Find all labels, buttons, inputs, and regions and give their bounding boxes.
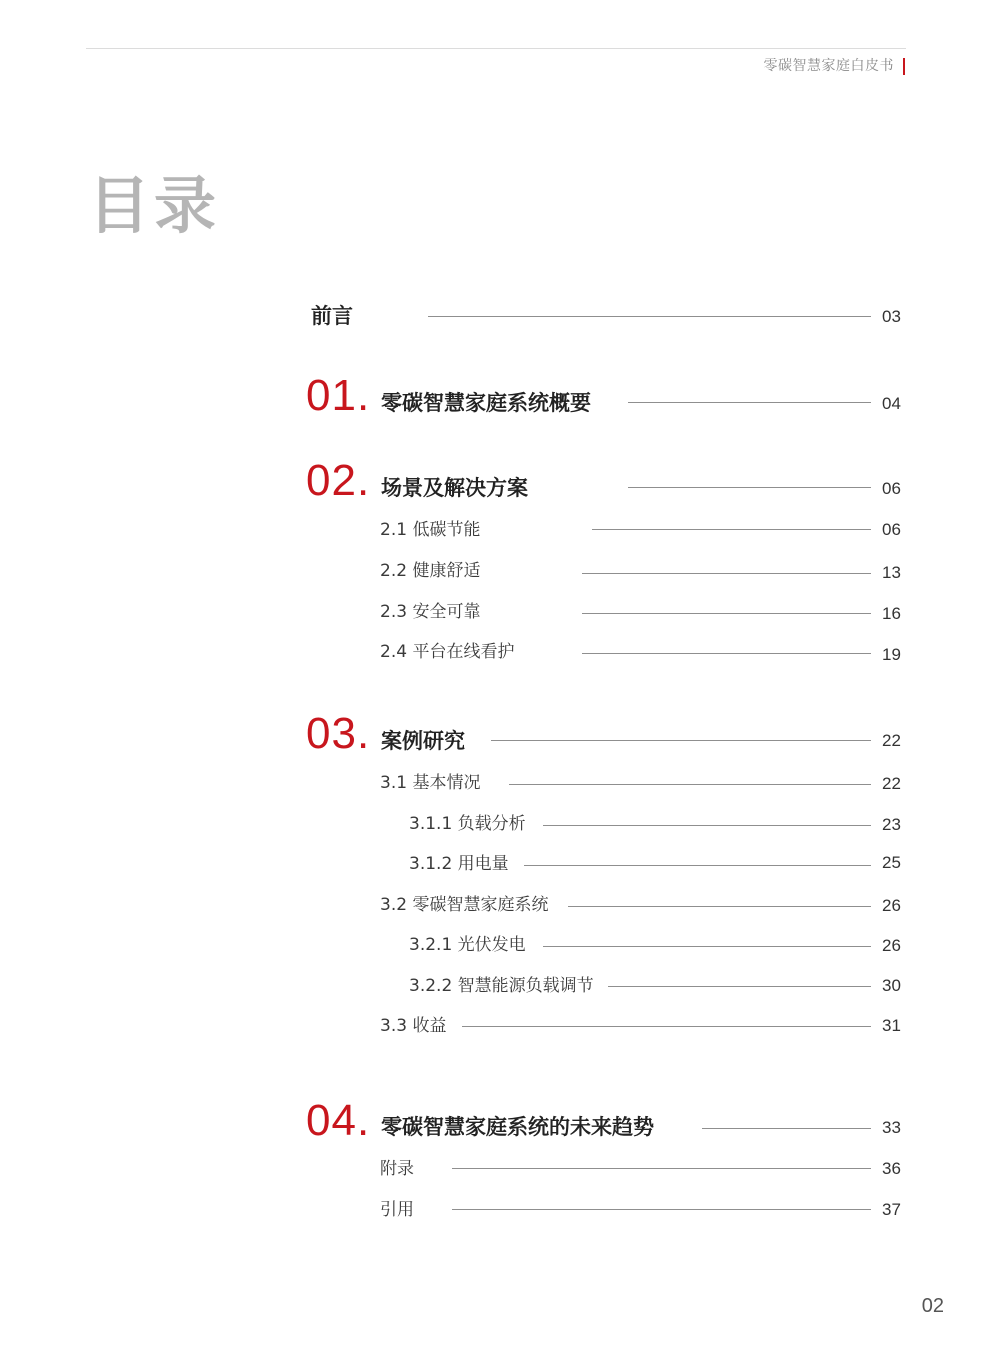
toc-entry-title: 零碳智慧家庭系统概要: [381, 391, 591, 415]
page-number: 02: [921, 1295, 944, 1317]
toc-entry-page: 13: [882, 563, 901, 582]
toc-leader-line: [592, 529, 871, 530]
toc-entry-title: 3.2 零碳智慧家庭系统: [380, 895, 549, 915]
toc-entry-page: 22: [882, 774, 901, 793]
chapter-number: 04.: [306, 1096, 371, 1145]
toc-entry-title: 3.2.2 智慧能源负载调节: [409, 976, 594, 996]
toc-entry-page: 06: [882, 520, 901, 539]
toc-entry-title: 附录: [380, 1159, 414, 1179]
toc-entry-title: 零碳智慧家庭系统的未来趋势: [381, 1115, 654, 1139]
toc-entry-title: 3.1.2 用电量: [409, 854, 509, 874]
toc-entry-page: 31: [882, 1016, 901, 1035]
toc-entry-title: 2.3 安全可靠: [380, 602, 481, 622]
toc-entry-title: 3.1.1 负载分析: [409, 814, 526, 834]
toc-entry-page: 25: [882, 853, 901, 872]
toc-entry-page: 19: [882, 645, 901, 664]
toc-leader-line: [582, 573, 871, 574]
toc-leader-line: [509, 784, 871, 785]
toc-entry-title: 2.4 平台在线看护: [380, 642, 515, 662]
toc-entry-page: 03: [882, 307, 901, 326]
toc-leader-line: [491, 740, 871, 741]
toc-heading: 目录: [88, 169, 221, 242]
toc-entry-title: 2.2 健康舒适: [380, 561, 481, 581]
toc-leader-line: [452, 1168, 871, 1169]
toc-leader-line: [543, 946, 871, 947]
toc-entry-title: 场景及解决方案: [381, 476, 528, 500]
toc-leader-line: [543, 825, 871, 826]
document-title: 零碳智慧家庭白皮书: [763, 58, 894, 74]
toc-entry-page: 26: [882, 936, 901, 955]
toc-leader-line: [524, 865, 871, 866]
toc-entry-title: 引用: [380, 1200, 414, 1220]
toc-leader-line: [452, 1209, 871, 1210]
toc-entry-page: 33: [882, 1118, 901, 1137]
toc-leader-line: [608, 986, 871, 987]
toc-entry-page: 16: [882, 604, 901, 623]
toc-leader-line: [462, 1026, 871, 1027]
toc-entry-page: 30: [882, 976, 901, 995]
chapter-number: 03.: [306, 709, 371, 758]
toc-entry-title: 2.1 低碳节能: [380, 520, 481, 540]
toc-leader-line: [628, 487, 871, 488]
header-accent-bar: [903, 58, 905, 75]
toc-entry-page: 06: [882, 479, 901, 498]
toc-leader-line: [628, 402, 871, 403]
toc-leader-line: [582, 613, 871, 614]
toc-leader-line: [582, 653, 871, 654]
toc-entry-page: 23: [882, 815, 901, 834]
toc-entry-title: 3.1 基本情况: [380, 773, 481, 793]
toc-entry-page: 37: [882, 1200, 901, 1219]
toc-entry-title: 前言: [311, 304, 353, 328]
toc-entry-page: 22: [882, 731, 901, 750]
header-rule: [86, 48, 906, 49]
toc-entry-page: 26: [882, 896, 901, 915]
toc-leader-line: [702, 1128, 871, 1129]
toc-entry-title: 3.3 收益: [380, 1016, 447, 1036]
toc-leader-line: [568, 906, 871, 907]
chapter-number: 01.: [306, 371, 371, 420]
toc-leader-line: [428, 316, 871, 317]
toc-entry-page: 04: [882, 394, 901, 413]
toc-entry-title: 3.2.1 光伏发电: [409, 935, 526, 955]
toc-entry-title: 案例研究: [381, 729, 465, 753]
toc-entry-page: 36: [882, 1159, 901, 1178]
chapter-number: 02.: [306, 456, 371, 505]
